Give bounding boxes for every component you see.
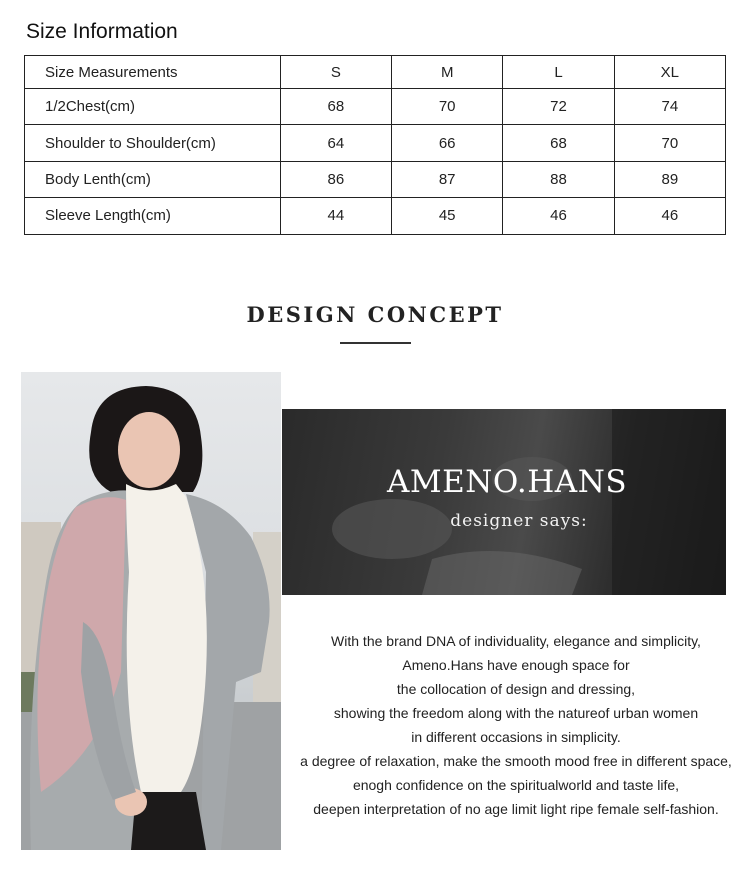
table-header-cell: M [392,56,503,89]
model-illustration [21,372,281,850]
table-cell: 68 [503,125,614,161]
description-line: Ameno.Hans have enough space for [402,657,630,673]
heading-divider [340,342,411,344]
fabric-shape [422,551,582,595]
designer-says-label: designer says: [450,511,588,531]
table-cell: 46 [503,198,614,234]
table-cell: 86 [280,161,391,197]
row-label: Sleeve Length(cm) [25,198,281,234]
table-cell: 88 [503,161,614,197]
table-cell: 87 [392,161,503,197]
table-header-row [25,56,726,89]
design-concept-heading: DESIGN CONCEPT [246,302,504,327]
face [118,412,180,488]
model-photo [21,372,281,850]
table-cell: 44 [280,198,391,234]
size-information-title: Size Information [26,20,178,43]
designer-banner [282,409,726,595]
size-table [24,55,726,235]
table-cell: 70 [614,125,725,161]
table-cell: 70 [392,89,503,125]
table-cell: 89 [614,161,725,197]
row-label: 1/2Chest(cm) [25,89,281,125]
table-header-cell: S [280,56,391,89]
description-line: enogh confidence on the spiritualworld and taste life, [352,777,680,793]
table-cell: 66 [392,125,503,161]
banner-background-illustration [282,409,726,595]
table-row [25,161,726,197]
table-header-cell: L [503,56,614,89]
table-cell: 46 [614,198,725,234]
table-cell: 74 [614,89,725,125]
description-line: in different occasions in simplicity. [411,729,621,745]
table-cell: 68 [280,89,391,125]
row-label: Body Lenth(cm) [25,161,281,197]
table-header-cell: Size Measurements [25,56,281,89]
table-cell: 64 [280,125,391,161]
turtleneck [126,484,207,792]
design-description [282,629,750,821]
table-cell: 72 [503,89,614,125]
table-row [25,198,726,234]
table-cell: 45 [392,198,503,234]
shadow-area [612,409,726,595]
table-header-cell: XL [614,56,725,89]
brand-name: AMENO.HANS [386,464,628,500]
table-row [25,125,726,161]
description-line: deepen interpretation of no age limit light ripe female self-fashion. [313,801,719,817]
description-line: a degree of relaxation, make the smooth mood free in different space, [300,753,732,769]
description-line: With the brand DNA of individuality, elegance and simplicity, [331,633,701,649]
description-line: showing the freedom along with the natureof urban women [333,705,699,721]
table-row [25,89,726,125]
row-label: Shoulder to Shoulder(cm) [25,125,281,161]
description-line: the collocation of design and dressing, [396,681,636,697]
